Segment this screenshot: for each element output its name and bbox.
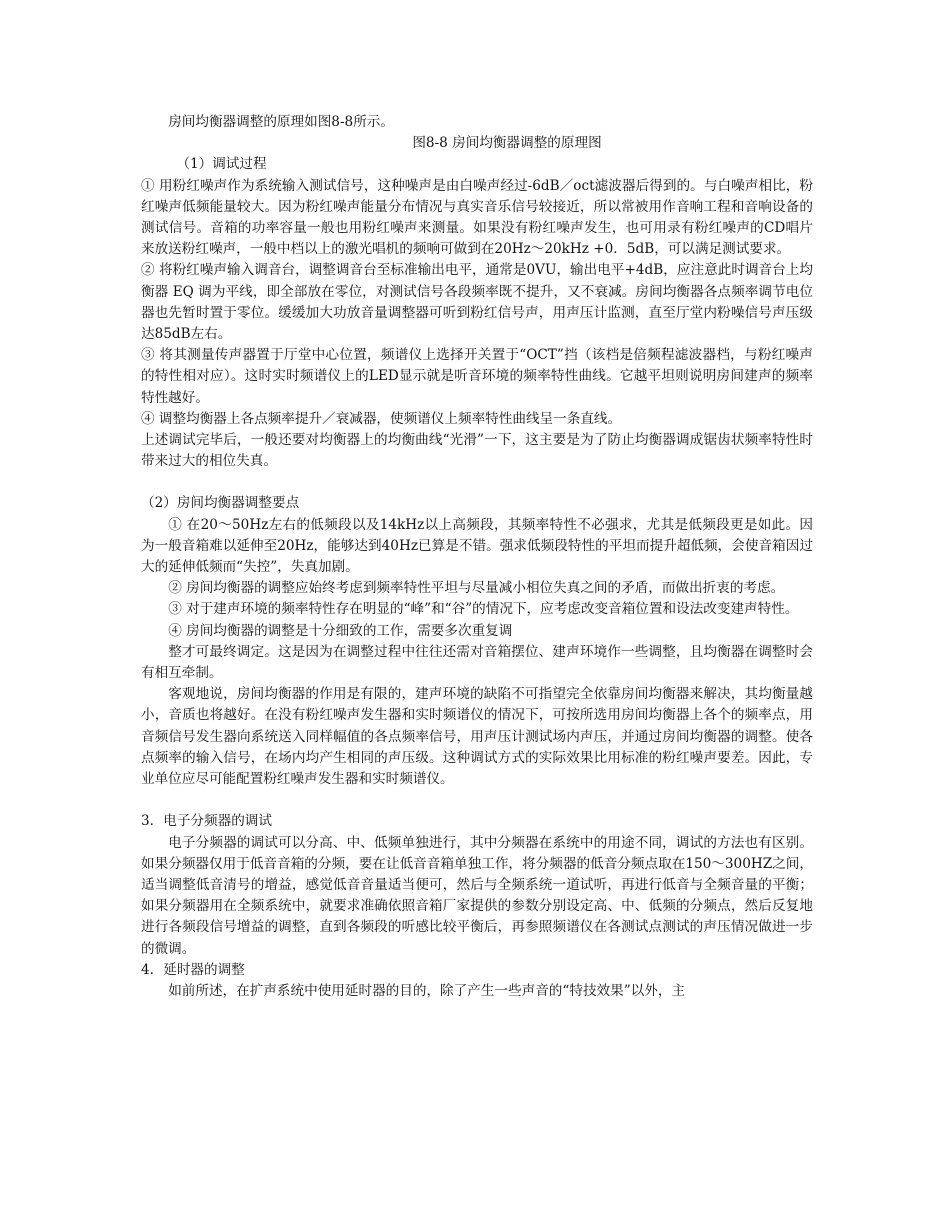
intro-paragraph: 房间均衡器调整的原理如图8-8所示。: [168, 114, 394, 130]
figure-caption: 图8-8 房间均衡器调整的原理图: [412, 135, 602, 152]
paragraph-delay: 如前所述，在扩声系统中使用延时器的目的，除了产生一些声音的“特技效果”以外，主: [168, 982, 686, 999]
spacer: [141, 790, 813, 811]
paragraph-objective-view: 客观地说，房间均衡器的作用是有限的，建声环境的缺陷不可指望完全依靠房间均衡器来解决，其均衡量越小，音质也将越好。在没有粉红噪声发生器和实时频谱仪的情况下，可按所选用房间均衡器上各个的频率点，用音频信号发生器向系统送入同样幅值的各点频率信号，用声压计测试场内声压，并通过房间均衡器的调整。使各点频率的输入信号，在场内均产生相同的声压级。这种调试方式的实际效果比用标准的粉红噪声要差。因此，专业单位应尽可能配置粉红噪声发生器和实时频谱仪。: [141, 686, 813, 788]
section-heading-debug-process: （1）调试过程: [176, 156, 267, 173]
paragraph-step-2: ② 将粉红噪声输入调音台，调整调音台至标准输出电平，通常是0VU，输出电平+4dB，应注意此时调音台上均衡器 EQ 调为平线，即全部放在零位，对测试信号各段频率既不提升，又不衰减。房间均衡器各点频率调节电位器也先暂时置于零位。缓缓加大功放音量调整器可听到粉红信号声，用声压计监测，直至厅堂内粉噪信号声压级达85dB左右。: [141, 262, 813, 343]
paragraph-point-4-continued: 整才可最终调定。这是因为在调整过程中往往还需对音箱摆位、建声环境作一些调整，且均衡器在调整时会有相互牵制。: [141, 643, 813, 682]
paragraph-step-3: ③ 将其测量传声器置于厅堂中心位置，频谱仪上选择开关置于“OCT”挡（该档是倍频程滤波器档，与粉红噪声的特性相对应）。这时实时频谱仪上的LED显示就是听音环境的频率特性曲线。它越平坦则说明房间建声的频率特性越好。: [141, 347, 813, 406]
section-heading-crossover: 3．电子分频器的调试: [141, 813, 272, 830]
document-body: [141, 112, 813, 1002]
paragraph-point-2: ② 房间均衡器的调整应始终考虑到频率特性平坦与尽量减小相位失真之间的矛盾，而做出折衷的考虑。: [168, 580, 785, 597]
paragraph-crossover: 电子分频器的调试可以分高、中、低频单独进行，其中分频器在系统中的用途不同，调试的方法也有区别。如果分频器仅用于低音音箱的分频，要在让低音音箱单独工作，将分频器的低音分频点取在150～300HZ之间，适当调整低音清号的增益，感觉低音音量适当便可，然后与全频系统一道试听，再进行低音与全频音量的平衡；如果分频器用在全频系统中，就要求准确依照音箱厂家提供的参数分别设定高、中、低频的分频点，然后反复地进行各频段信号增益的调整，直到各频段的听感比较平衡后，再参照频谱仪在各测试点测试的声压情况做进一步的微调。: [141, 834, 813, 957]
paragraph-step-4: ④ 调整均衡器上各点频率提升／衰减器，使频谱仪上频率特性曲线呈一条直线。: [141, 410, 622, 427]
paragraph-point-1: ① 在20～50Hz左右的低频段以及14kHz以上高频段，其频率特性不必强求，尤其是低频段更是如此。因为一般音箱难以延伸至20Hz，能够达到40Hz已算是不错。强求低频段特性的平坦而提升超低频，会使音箱因过大的延伸低频而“失控”，失真加剧。: [141, 516, 813, 576]
spacer: [141, 472, 813, 493]
paragraph-point-4: ④ 房间均衡器的调整是十分细致的工作，需要多次重复调: [168, 622, 513, 639]
paragraph-point-3: ③ 对于建声环境的频率特性存在明显的“峰”和“谷”的情况下，应考虑改变音箱位置和设法改变建声特性。: [168, 601, 799, 618]
section-heading-adjustment-points: （2）房间均衡器调整要点: [141, 495, 300, 512]
section-heading-delay: 4．延时器的调整: [141, 961, 245, 978]
paragraph-debug-summary: 上述调试完毕后，一般还要对均衡器上的均衡曲线“光滑”一下，这主要是为了防止均衡器调成锯齿状频率特性时带来过大的相位失真。: [141, 432, 813, 470]
paragraph-step-1: ① 用粉红噪声作为系统输入测试信号，这种噪声是由白噪声经过-6dB／oct滤波器后得到的。与白噪声相比，粉红噪声低频能量较大。因为粉红噪声能量分布情况与真实音乐信号较接近，所以常被用作音响工程和音响设备的测试信号。音箱的功率容量一般也用粉红噪声来测量。如果没有粉红噪声发生，也可用录有粉红噪声的CD唱片来放送粉红噪声，一般中档以上的激光唱机的频响可做到在20Hz～20kHz +0．5dB，可以满足测试要求。: [141, 177, 813, 258]
